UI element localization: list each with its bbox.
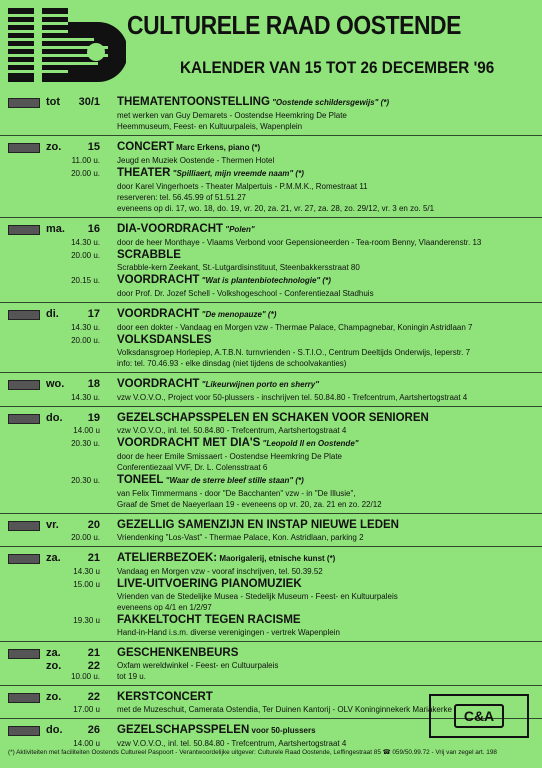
event-date: 18 [87, 378, 100, 390]
event-title-text: CONCERT [117, 141, 174, 153]
sponsor-logo [429, 694, 529, 738]
event-detail: door Prof. Dr. Jozef Schell - Volkshogeschool - Conferentiezaal Stadhuis [117, 289, 374, 298]
event-subtitle: voor 50-plussers [249, 726, 316, 735]
date-bar-icon [8, 414, 40, 424]
date-bar-icon [8, 98, 40, 108]
event-time: 20.00 u. [71, 169, 100, 178]
event-time: 20.15 u. [71, 276, 100, 285]
events-list [0, 95, 542, 752]
event-weekday: tot [46, 96, 61, 108]
date-bar-icon [8, 310, 40, 320]
event-detail: door de heer Emile Smissaert - Oostendse Heemkring De Plate [117, 452, 342, 461]
event-block [0, 372, 542, 406]
event-time: 14.30 u. [71, 238, 100, 247]
event-title-text: GEZELSCHAPSSPELEN [117, 724, 250, 736]
event-weekday: do. [46, 724, 63, 736]
event-date: 21 [87, 552, 100, 564]
date-bar-icon [8, 554, 40, 564]
event-weekday: za. [46, 552, 61, 564]
date-bar-icon [8, 521, 40, 531]
event-detail: vzw V.O.V.O., inl. tel. 50.84.80 - Trefcentrum, Aartshertogstraat 4 [117, 426, 347, 435]
event-date: 22 [87, 691, 100, 703]
footer-note: (*) Aktiviteiten met faciliteiten Oostends Cultureel Paspoort - Verantwoordelijke uitgever: Culturele Raad Oostende, Leffingestraat 85 ☎ 059/50.99.72 - Vrij van zegel art. 198 [8, 749, 497, 756]
event-time: 20.30 u. [71, 476, 100, 485]
event-weekday: ma. [46, 223, 65, 235]
event-weekday: di. [46, 308, 59, 320]
event-title-text: VOORDRACHT MET DIA'S [117, 437, 261, 449]
event-title-text: GESCHENKENBEURS [117, 647, 239, 659]
event-title [117, 473, 535, 488]
event-detail: Hand-in-Hand i.s.m. diverse verenigingen - vertrek Wapenplein [117, 628, 340, 637]
event-subtitle: "Polen" [223, 225, 255, 234]
event-detail: Volksdansgroep Horlepiep, A.T.B.N. turnvrienden - S.T.I.O., Centrum Deeltijds Onderwijs, Ieperstr. 7 [117, 348, 471, 357]
event-time: 20.00 u. [71, 251, 100, 260]
event-date: 30/1 [78, 96, 100, 108]
event-title [117, 436, 535, 451]
event-subtitle: Maorigalerij, etnische kunst (*) [217, 554, 336, 563]
event-subtitle: "Wat is plantenbiotechnologie" (*) [199, 276, 331, 285]
date-bar-icon [8, 726, 40, 736]
event-date: 16 [87, 223, 100, 235]
event-title [117, 551, 535, 566]
event-title [117, 222, 535, 237]
event-title [117, 95, 535, 110]
event-time: 14.30 u. [71, 393, 100, 402]
event-block [0, 95, 542, 135]
event-entries [117, 411, 535, 510]
event-time: 14.00 u [73, 426, 100, 435]
event-title [117, 646, 535, 660]
event-time: 11.00 u. [71, 156, 100, 165]
event-detail: Jeugd en Muziek Oostende - Thermen Hotel [117, 156, 275, 165]
event-date: 22 [87, 660, 100, 672]
event-time: 17.00 u [73, 705, 100, 714]
event-detail: Conferentiezaal VVF, Dr. L. Colensstraat 6 [117, 463, 268, 472]
event-title [117, 577, 535, 591]
event-title-text: TONEEL [117, 474, 164, 486]
event-title [117, 333, 535, 347]
date-bar-icon [8, 143, 40, 153]
event-detail: Vrienden van de Stedelijke Musea - Stedelijk Museum - Feest- en Kultuurpaleis [117, 592, 398, 601]
event-title-text: THEATER [117, 167, 171, 179]
event-subtitle: "De menopauze" (*) [199, 310, 277, 319]
event-detail: Oxfam wereldwinkel - Feest- en Cultuurpaleis [117, 661, 279, 670]
event-detail: Heemmuseum, Feest- en Kultuurpaleis, Wapenplein [117, 122, 303, 131]
event-time: 15.00 u [73, 580, 100, 589]
event-subtitle: "Waar de sterre bleef stille staan" (*) [163, 476, 304, 485]
event-weekday: zo. [46, 660, 62, 672]
date-bar-icon [8, 380, 40, 390]
event-detail: met de Muzeschuit, Camerata Ostendia, Ter Duinen Kantorij - OLV Koninginnekerk Mariakerke [117, 705, 452, 714]
event-detail: van Felix Timmermans - door "De Bacchanten" vzw - in "De Illusie", [117, 489, 356, 498]
event-title-text: VOORDRACHT [117, 378, 200, 390]
event-detail: door de heer Monthaye - Vlaams Verbond voor Gepensioneerden - Tea-room Benny, Vlaanderenstr. 13 [117, 238, 482, 247]
event-entries [117, 377, 535, 403]
event-weekday: zo. [46, 691, 62, 703]
event-title [117, 307, 535, 322]
event-block [0, 217, 542, 302]
event-block [0, 513, 542, 546]
event-time: 20.00 u. [71, 336, 100, 345]
event-detail: tot 19 u. [117, 672, 146, 681]
event-detail: vzw V.O.V.O., inl. tel. 50.84.80 - Trefcentrum, Aartshertogstraat 4 [117, 739, 347, 748]
event-subtitle: "Leopold II en Oostende" [260, 439, 359, 448]
date-bar-icon [8, 649, 40, 659]
event-entries [117, 140, 535, 214]
event-detail: info: tel. 70.46.93 - elke dinsdag (niet tijdens de schoolvakanties) [117, 359, 347, 368]
event-detail: door een dokter - Vandaag en Morgen vzw - Thermae Palace, Champagnebar, Koningin Astridlaan 7 [117, 323, 473, 332]
event-date: 21 [87, 647, 100, 659]
event-detail: eveneens op di. 17, wo. 18, do. 19, vr. 20, za. 21, vr. 27, za. 28, zo. 29/12, vr. 3 en zo. 5/1 [117, 204, 435, 213]
event-title [117, 166, 535, 181]
event-weekday: za. [46, 647, 61, 659]
event-detail: Graaf de Smet de Naeyerlaan 19 - eveneens op vr. 20, za. 21 en zo. 22/12 [117, 500, 382, 509]
event-detail: eveneens op 4/1 en 1/2/97 [117, 603, 212, 612]
event-title [117, 518, 535, 532]
event-time: 19.30 u [73, 616, 100, 625]
event-title-text: GEZELLIG SAMENZIJN EN INSTAP NIEUWE LEDEN [117, 519, 399, 531]
event-time: 14.00 u [73, 739, 100, 748]
event-title-text: KERSTCONCERT [117, 691, 213, 703]
event-title-text: GEZELSCHAPSSPELEN EN SCHAKEN VOOR SENIOREN [117, 412, 429, 424]
event-title [117, 411, 535, 425]
event-title-text: SCRABBLE [117, 249, 181, 261]
event-title-text: LIVE-UITVOERING PIANOMUZIEK [117, 578, 302, 590]
event-weekday: vr. [46, 519, 59, 531]
event-detail: Vriendenking "Los-Vast" - Thermae Palace, Kon. Astridlaan, parking 2 [117, 533, 364, 542]
sponsor-name: C&A [454, 704, 504, 728]
event-title-text: VOLKSDANSLES [117, 334, 212, 346]
event-subtitle: Marc Erkens, piano (*) [173, 143, 261, 152]
event-entries [117, 307, 535, 369]
event-block [0, 641, 542, 685]
event-detail: met werken van Guy Demarets - Oostendse Heemkring De Plate [117, 111, 347, 120]
event-time: 14.30 u [73, 567, 100, 576]
event-title-text: VOORDRACHT [117, 308, 200, 320]
event-entries [117, 551, 535, 638]
date-bar-icon [8, 693, 40, 703]
event-subtitle: "Likeurwijnen porto en sherry" [199, 380, 320, 389]
event-entries [117, 95, 535, 132]
event-detail: Vandaag en Morgen vzw - vooraf inschrijven, tel. 50.39.52 [117, 567, 323, 576]
event-title-text: FAKKELTOCHT TEGEN RACISME [117, 614, 301, 626]
event-block [0, 406, 542, 513]
event-weekday: zo. [46, 141, 62, 153]
event-subtitle: "Oostende schildersgewijs" (*) [269, 98, 390, 107]
event-title [117, 377, 535, 392]
event-entries [117, 518, 535, 543]
event-date: 26 [87, 724, 100, 736]
event-date: 17 [87, 308, 100, 320]
page-title: CULTURELE RAAD OOSTENDE [127, 10, 461, 40]
event-entries [117, 646, 535, 682]
event-weekday: wo. [46, 378, 65, 390]
event-title [117, 140, 535, 155]
event-title-text: DIA-VOORDRACHT [117, 223, 224, 235]
event-entries [117, 222, 535, 299]
event-time: 14.30 u. [71, 323, 100, 332]
event-title [117, 248, 535, 262]
event-title-text: THEMATENTOONSTELLING [117, 96, 270, 108]
event-detail: door Karel Vingerhoets - Theater Malpertuis - P.M.M.K., Romestraat 11 [117, 182, 368, 191]
event-block [0, 135, 542, 217]
event-time: 10.00 u. [71, 672, 100, 681]
event-block [0, 302, 542, 372]
culturele-raad-logo [8, 8, 126, 82]
event-detail: vzw V.O.V.O., Project voor 50-plussers - inschrijven tel. 50.84.80 - Trefcentrum, Aartshertogstraat 4 [117, 393, 468, 402]
date-bar-icon [8, 225, 40, 235]
event-date: 19 [87, 412, 100, 424]
event-date: 20 [87, 519, 100, 531]
event-title [117, 613, 535, 627]
event-block [0, 546, 542, 641]
event-weekday: do. [46, 412, 63, 424]
event-title [117, 273, 535, 288]
event-date: 15 [87, 141, 100, 153]
event-time: 20.30 u. [71, 439, 100, 448]
event-detail: reserveren: tel. 56.45.99 of 51.51.27 [117, 193, 246, 202]
calendar-subtitle: KALENDER VAN 15 TOT 26 DECEMBER '96 [180, 58, 495, 77]
event-subtitle: "Spilliaert, mijn vreemde naam" (*) [170, 169, 304, 178]
event-title-text: VOORDRACHT [117, 274, 200, 286]
event-time: 20.00 u. [71, 533, 100, 542]
event-title-text: ATELIERBEZOEK: [117, 552, 218, 564]
event-detail: Scrabble-kern Zeekant, St.-Lutgardisinstituut, Steenbakkersstraat 80 [117, 263, 360, 272]
